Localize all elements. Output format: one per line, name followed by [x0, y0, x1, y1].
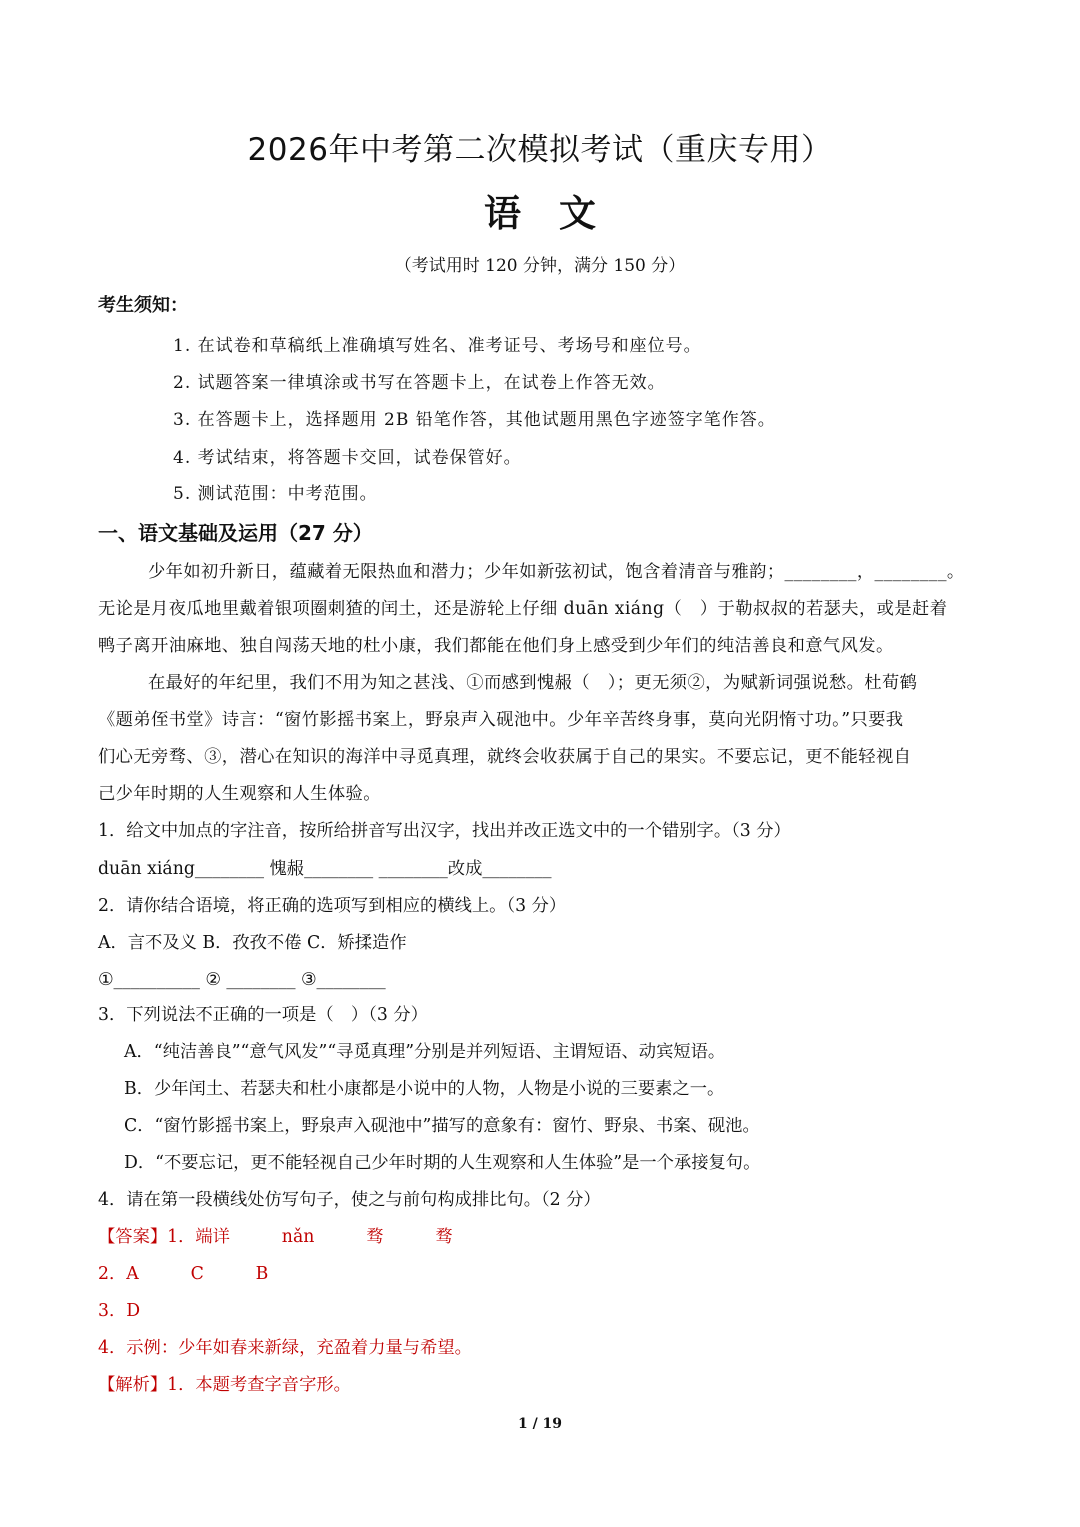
- notice-item-1: 1. 在试卷和草稿纸上准确填写姓名、准考证号、考场号和座位号。: [173, 336, 702, 356]
- question-3-option-a: A．“纯洁善良”“意气风发”“寻觅真理”分别是并列短语、主谓短语、动宾短语。: [124, 1042, 726, 1062]
- notice-title: 考生须知：: [98, 295, 188, 316]
- question-4-stem: 4．请在第一段横线处仿写句子，使之与前句构成排比句。（2 分）: [98, 1190, 601, 1210]
- passage-line-3: 鸭子离开油麻地、独自闯荡天地的杜小康，我们都能在他们身上感受到少年们的纯洁善良和意气风发。: [98, 636, 894, 656]
- question-2-stem: 2．请你结合语境，将正确的选项写到相应的横线上。（3 分）: [98, 896, 567, 916]
- answer-line-3: 3．D: [98, 1301, 141, 1321]
- question-3-option-b: B．少年闰土、若瑟夫和杜小康都是小说中的人物，人物是小说的三要素之一。: [124, 1079, 725, 1099]
- answer-line-1: 【答案】1．端详 nǎn 骛 骛: [98, 1227, 453, 1247]
- answer-line-2: 2．A C B: [98, 1264, 269, 1284]
- subject-title: 语文: [484, 192, 634, 235]
- passage-line-4: 在最好的年纪里，我们不用为知之甚浅、①而感到愧赧（ ）；更无须②，为赋新词强说愁。杜荀鹤: [148, 673, 918, 693]
- notice-item-4: 4. 考试结束，将答题卡交回，试卷保管好。: [173, 448, 522, 468]
- question-3-option-c: C．“窗竹影摇书案上，野泉声入砚池中”描写的意象有：窗竹、野泉、书案、砚池。: [124, 1116, 760, 1136]
- answer-line-4: 4．示例：少年如春来新绿，充盈着力量与希望。: [98, 1338, 472, 1358]
- section-heading: 一、语文基础及运用（27 分）: [98, 521, 373, 545]
- passage-line-7: 己少年时期的人生观察和人生体验。: [98, 784, 381, 804]
- question-3-stem: 3．下列说法不正确的一项是（ ）（3 分）: [98, 1005, 428, 1025]
- passage-line-1: 少年如初升新日，蕴藏着无限热血和潜力；少年如新弦初试，饱含着清音与雅韵；________，________。: [148, 562, 965, 582]
- passage-line-6: 们心无旁骛、③，潜心在知识的海洋中寻觅真理，就终会收获属于自己的果实。不要忘记，更不能轻视自: [98, 747, 912, 767]
- exam-title: 2026年中考第二次模拟考试（重庆专用）: [247, 132, 833, 168]
- notice-item-5: 5. 测试范围：中考范围。: [173, 484, 378, 504]
- question-2-options: A．言不及义 B．孜孜不倦 C．矫揉造作: [98, 933, 407, 953]
- question-1-blanks: duān xiáng________ 愧赧________ ________改成________: [98, 859, 552, 879]
- notice-item-2: 2. 试题答案一律填涂或书写在答题卡上，在试卷上作答无效。: [173, 373, 666, 393]
- notice-item-3: 3. 在答题卡上，选择题用 2B 铅笔作答，其他试题用黑色字迹签字笔作答。: [173, 410, 776, 430]
- question-2-blanks: ①__________ ② ________ ③________: [98, 970, 386, 990]
- analysis-line: 【解析】1．本题考查字音字形。: [98, 1375, 351, 1395]
- exam-info: （考试用时 120 分钟，满分 150 分）: [394, 256, 686, 276]
- question-1-stem: 1．给文中加点的字注音，按所给拼音写出汉字，找出并改正选文中的一个错别字。（3 分）: [98, 821, 791, 841]
- passage-line-2: 无论是月夜瓜地里戴着银项圈刺猹的闰土，还是游轮上仔细 duān xiáng（ ）于勒叔叔的若瑟夫，或是赶着: [98, 599, 948, 619]
- passage-line-5: 《题弟侄书堂》诗言：“窗竹影摇书案上，野泉声入砚池中。少年辛苦终身事，莫向光阴惰寸功。”只要我: [98, 710, 904, 730]
- page-number: 1 / 19: [517, 1416, 563, 1432]
- question-3-option-d: D．“不要忘记，更不能轻视自己少年时期的人生观察和人生体验”是一个承接复句。: [124, 1153, 761, 1173]
